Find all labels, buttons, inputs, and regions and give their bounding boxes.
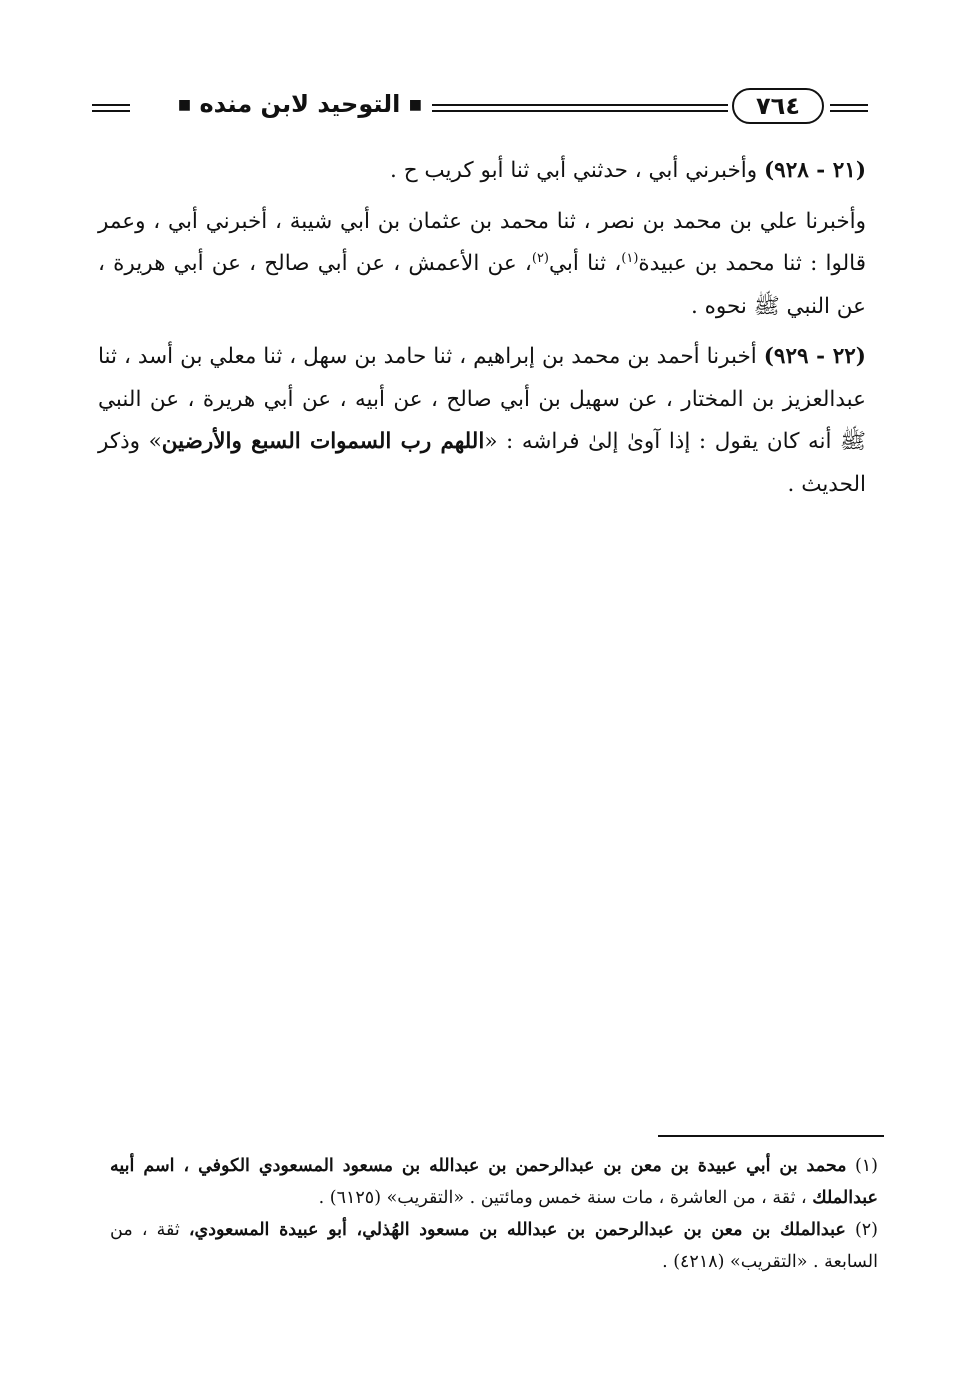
hadith-quote: اللهم رب السموات السبع والأرضين: [161, 429, 485, 454]
hadith-text: أخبرنا أحمد بن محمد بن إبراهيم ، ثنا حامد بن سهل ، ثنا معلي بن أسد ، ثنا عبدالعزيز بن المختار ، عن سهيل بن أبي صالح ، عن أبيه ، عن أبي هريرة ، عن النبي ﷺ أنه كان يقول : إذا آوىٰ إلىٰ فراشه : «: [98, 344, 867, 454]
footnote-text: ثقة ، من السابعة . «التقريب» (٤٢١٨) .: [110, 1220, 878, 1272]
header-rule-middle-top: [432, 104, 728, 106]
chain-text-part2: ، ثنا أبي: [549, 251, 622, 276]
square-bullet-icon: ■: [177, 97, 192, 113]
footnote-1: [110, 1150, 878, 1214]
footnote-separator: [658, 1135, 884, 1137]
header-book-title: ■ التوحيد لابن منده ■: [177, 90, 422, 118]
footnote-2: [110, 1214, 878, 1278]
footnote-ref-1[interactable]: (١): [621, 250, 639, 266]
footnote-narrator-name: عبدالملك بن معن بن عبدالرحمن بن عبدالله بن مسعود الهُذلي، أبو عبيدة المسعودي،: [188, 1220, 846, 1240]
footnote-text: ، ثقة ، من العاشرة ، مات سنة خمس ومائتين . «التقريب» (٦١٢٥) .: [318, 1188, 813, 1208]
footnote-ref-2[interactable]: (٢): [531, 250, 549, 266]
chain-paragraph: [98, 201, 866, 329]
hadith-text-end: » وذكر الحديث .: [98, 429, 866, 497]
header-rule-right-bottom: [830, 110, 868, 112]
header-rule-right-top: [830, 104, 868, 106]
footnote-narrator-name: محمد بن أبي عبيدة بن معن بن عبدالرحمن بن عبدالله بن مسعود المسعودي الكوفي ، اسم أبيه عبدالملك: [110, 1156, 878, 1208]
running-header: [92, 88, 868, 128]
hadith-928: [98, 150, 866, 193]
page-number: ٧٦٤: [732, 88, 824, 124]
hadith-number: (٢٢ - ٩٢٩): [763, 344, 866, 369]
header-rule-left-top: [92, 104, 130, 106]
header-rule-middle-bottom: [432, 110, 728, 112]
main-text: [98, 150, 866, 514]
footnotes: [110, 1150, 878, 1278]
chain-text-part3: ، عن الأعمش ، عن أبي صالح ، عن أبي هريرة ، عن النبي ﷺ نحوه .: [98, 251, 866, 319]
square-bullet-icon: ■: [408, 97, 422, 113]
hadith-number: (٢١ - ٩٢٨): [763, 158, 866, 183]
footnote-marker: (٢): [854, 1220, 878, 1240]
footnote-marker: (١): [854, 1156, 878, 1176]
header-rule-left-bottom: [92, 110, 130, 112]
chain-text-part1: وأخبرنا علي بن محمد بن نصر ، ثنا محمد بن عثمان بن أبي شيبة ، أخبرني أبي ، وعمر قالوا : ثنا محمد بن عبيدة: [98, 208, 866, 276]
hadith-929: [98, 336, 866, 506]
hadith-text: وأخبرني أبي ، حدثني أبي ثنا أبو كريب ح .: [390, 158, 764, 183]
